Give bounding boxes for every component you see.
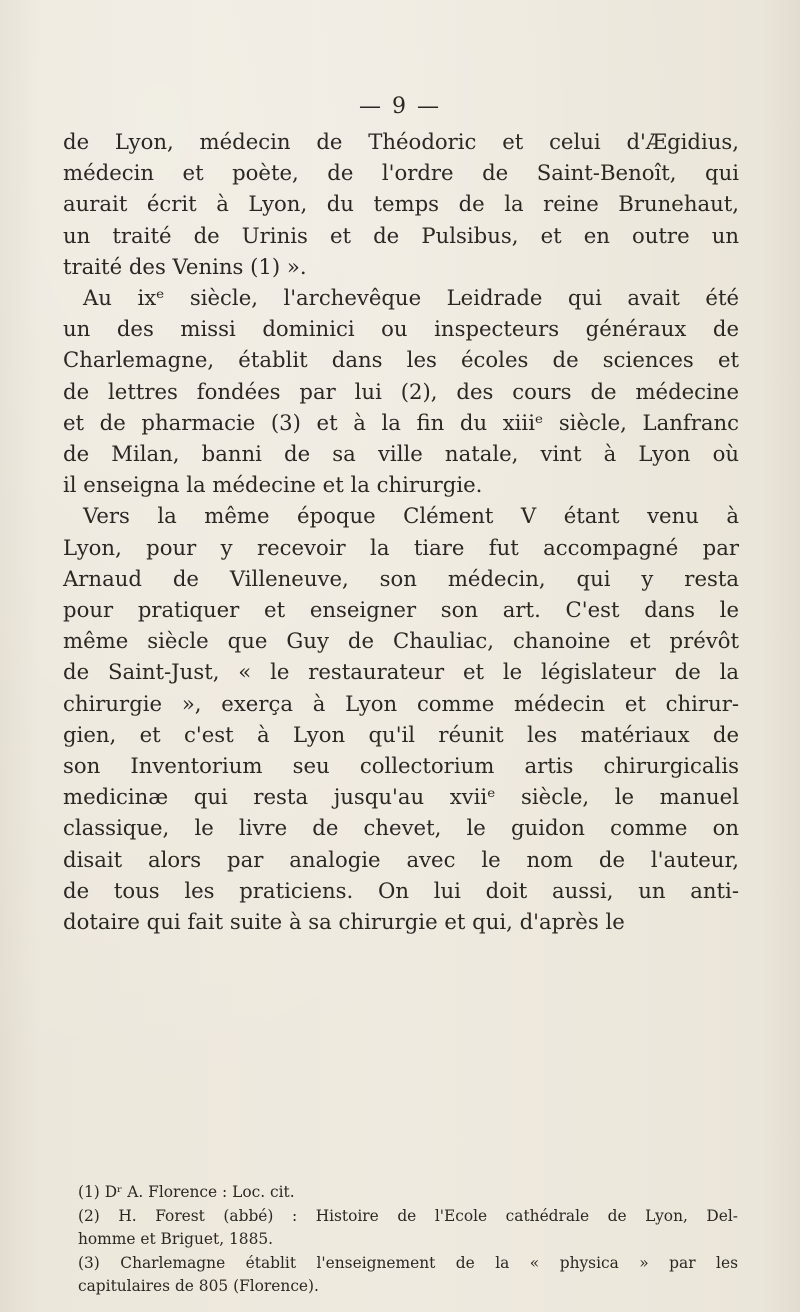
- text-line: medicinæ qui resta jusqu'au xviiᵉ siècle, le manuel: [63, 784, 739, 810]
- text-line: aurait écrit à Lyon, du temps de la reine Brunehaut,: [63, 191, 739, 217]
- paragraph: [63, 282, 739, 500]
- text-line: disait alors par analogie avec le nom de l'auteur,: [63, 846, 739, 872]
- text-line: de tous les praticiens. On lui doit aussi, un anti-: [63, 877, 739, 903]
- text-line: dotaire qui fait suite à sa chirurgie et qui, d'après le: [63, 909, 625, 935]
- text-line: Au ixᵉ siècle, l'archevêque Leidrade qui avait été: [83, 285, 739, 311]
- text-line: Arnaud de Villeneuve, son médecin, qui y resta: [63, 565, 739, 591]
- text-line: Vers la même époque Clément V étant venu à: [83, 503, 739, 529]
- text-line: même siècle que Guy de Chauliac, chanoine et prévôt: [63, 628, 739, 654]
- text-line: et de pharmacie (3) et à la fin du xiiiᵉ siècle, Lanfranc: [63, 409, 739, 435]
- text-line: de Milan, banni de sa ville natale, vint à Lyon où: [63, 441, 739, 467]
- text-line: gien, et c'est à Lyon qu'il réunit les matériaux de: [63, 721, 739, 747]
- text-line: un des missi dominici ou inspecteurs généraux de: [63, 316, 739, 342]
- text-line: médecin et poète, de l'ordre de Saint-Benoît, qui: [63, 160, 739, 186]
- text-line: Charlemagne, établit dans les écoles de sciences et: [63, 347, 739, 373]
- text-line: classique, le livre de chevet, le guidon comme on: [63, 815, 739, 841]
- footnote-continuation: homme et Briguet, 1885.: [78, 1230, 274, 1248]
- text-line: il enseigna la médecine et la chirurgie.: [63, 472, 483, 498]
- text-line: de Lyon, médecin de Théodoric et celui d'Ægidius,: [63, 129, 739, 154]
- footnote-continuation: capitulaires de 805 (Florence).: [78, 1277, 319, 1295]
- paragraph: [63, 500, 739, 937]
- paragraph: [63, 126, 739, 282]
- footnotes: [78, 1181, 738, 1299]
- text-line: traité des Venins (1) ».: [63, 253, 307, 279]
- text-line: chirurgie », exerça à Lyon comme médecin et chirur-: [63, 690, 739, 716]
- text-line: de Saint-Just, « le restaurateur et le législateur de la: [63, 659, 739, 685]
- footnote: (1) Dʳ A. Florence : Loc. cit.: [78, 1183, 295, 1201]
- text-line: Lyon, pour y recevoir la tiare fut accompagné par: [63, 534, 739, 560]
- text-line: pour pratiquer et enseigner son art. C'est dans le: [63, 597, 739, 623]
- text-line: son Inventorium seu collectorium artis chirurgicalis: [63, 753, 739, 779]
- text-line: de lettres fondées par lui (2), des cours de médecine: [63, 378, 739, 404]
- footnote: (3) Charlemagne établit l'enseignement de la « physica » par les: [78, 1253, 738, 1272]
- footnote: (2) H. Forest (abbé) : Histoire de l'Ecole cathédrale de Lyon, Del-: [78, 1206, 738, 1225]
- text-line: un traité de Urinis et de Pulsibus, et en outre un: [63, 222, 739, 248]
- page-number: — 9 —: [359, 94, 441, 119]
- main-text: [63, 126, 739, 937]
